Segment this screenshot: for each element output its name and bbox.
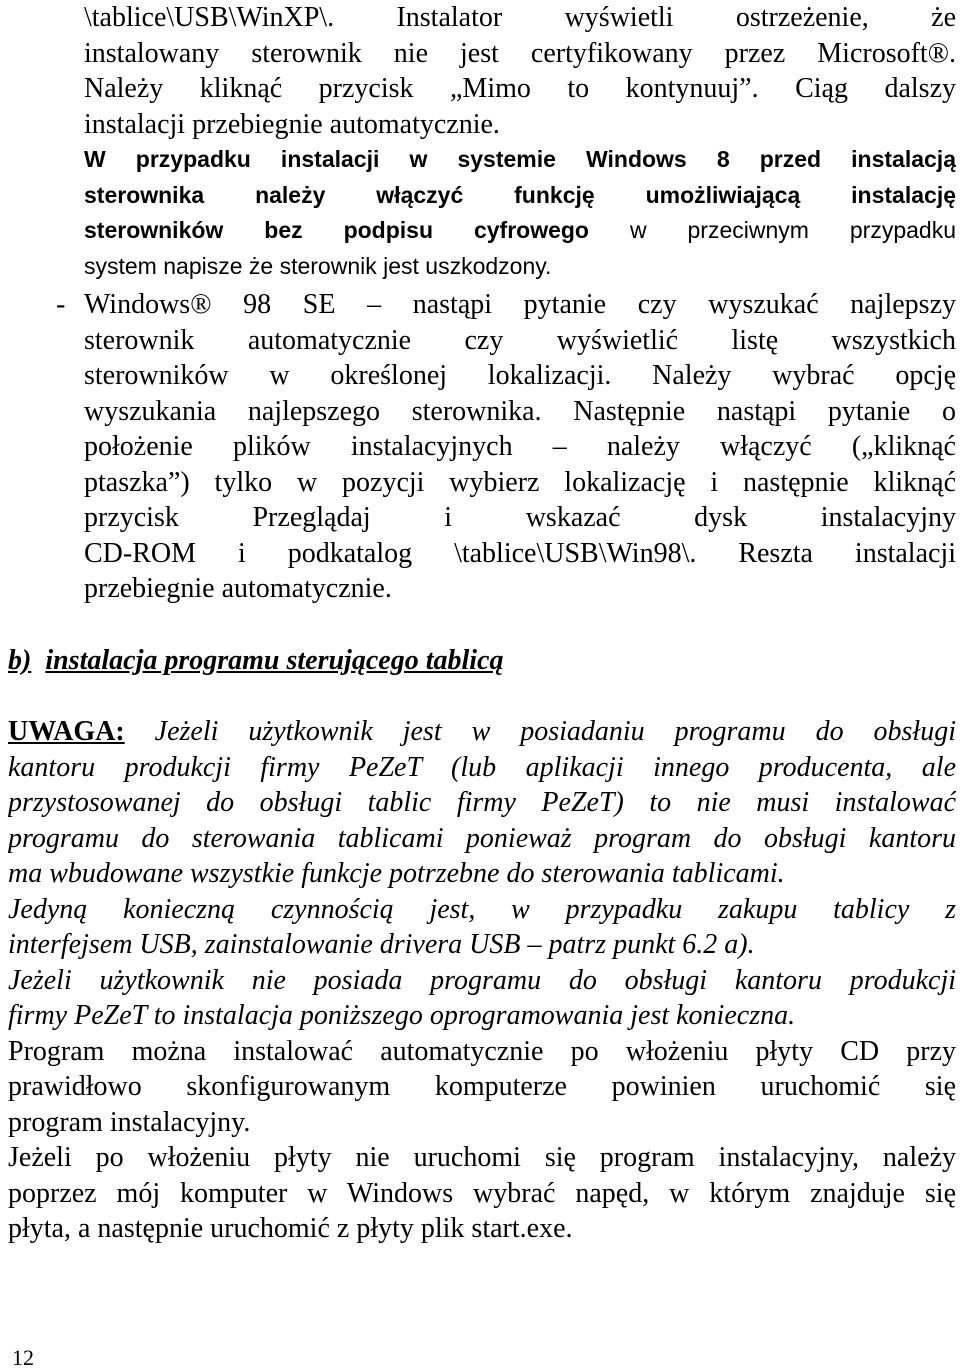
text-line: ma wbudowane wszystkie funkcje potrzebne do sterowania tablicami. [8, 858, 785, 889]
text-line: ptaszka”) tylko w pozycji wybierz lokalizację i następnie kliknąć [84, 466, 956, 498]
text-line: CD-ROM i podkatalog \tablice\USB\Win98\. Reszta instalacji [84, 537, 956, 569]
section-heading [8, 643, 503, 679]
text-line: programu do sterowania tablicami ponieważ program do obsługi kantoru [8, 822, 956, 854]
text-line: W przypadku instalacji w systemie Windows 8 przed instalacją [84, 146, 956, 172]
text-line: interfejsem USB, zainstalowanie drivera USB – patrz punkt 6.2 a). [8, 929, 755, 960]
text-line: wyszukania najlepszego sterownika. Następnie nastąpi pytanie o [84, 395, 956, 427]
text-line: Jeżeli po włożeniu płyty nie uruchomi się program instalacyjny, należy [8, 1142, 956, 1173]
text-line [8, 714, 956, 750]
text-line: przebiegnie automatycznie. [84, 573, 392, 604]
win98-paragraph [84, 287, 956, 607]
text-line: przycisk Przeglądaj i wskazać dysk instalacyjny [84, 502, 956, 533]
text-line: Należy kliknąć przycisk „Mimo to kontynuuj”. Ciąg dalszy [84, 73, 956, 104]
heading-prefix: b) [8, 645, 32, 676]
list-bullet: - [56, 289, 66, 320]
text-line: sterowników w określonej lokalizacji. Należy wybrać opcję [84, 360, 956, 391]
text-line: poprzez mój komputer w Windows wybrać napęd, w którym znajduje się [8, 1177, 956, 1209]
warning-label: UWAGA: [8, 716, 125, 747]
text-line: prawidłowo skonfigurowanym komputerze powinien uruchomić się [8, 1071, 956, 1102]
warning-paragraph [8, 714, 956, 1247]
page-number: 12 [12, 1345, 34, 1370]
text-line: kantoru produkcji firmy PeZeT (lub aplikacji innego producenta, ale [8, 751, 956, 783]
text-line: sterownik automatycznie czy wyświetlić listę wszystkich [84, 324, 956, 356]
text-fragment: Jeżeli użytkownik jest w posiadaniu programu do obsługi [124, 716, 956, 747]
text-line [84, 213, 956, 249]
heading-title: instalacja programu sterującego tablicą [45, 645, 504, 676]
text-line: Jedyną konieczną czynnością jest, w przypadku zakupu tablicy z [8, 893, 956, 925]
text-line: system napisze że sterownik jest uszkodzony. [84, 252, 552, 279]
text-line: instalacji przebiegnie automatycznie. [84, 108, 500, 140]
text-line: położenie plików instalacyjnych – należy włączyć („kliknąć [84, 431, 956, 462]
text-line: instalowany sterownik nie jest certyfikowany przez Microsoft®. [84, 37, 956, 69]
text-fragment: w przeciwnym przypadku [588, 217, 956, 243]
text-line: Jeżeli użytkownik nie posiada programu do obsługi kantoru produkcji [8, 964, 956, 996]
text-line: płyta, a następnie uruchomić z płyty plik start.exe. [8, 1213, 573, 1244]
text-line: Windows® 98 SE – nastąpi pytanie czy wyszukać najlepszy [84, 289, 956, 320]
text-line: sterownika należy włączyć funkcję umożliwiającą instalację [84, 181, 956, 208]
text-line: \tablice\USB\WinXP\. Instalator wyświetli ostrzeżenie, że [84, 2, 956, 33]
bold-phrase: sterowników bez podpisu cyfrowego [84, 217, 589, 243]
text-line: program instalacyjny. [8, 1106, 251, 1138]
intro-paragraph [84, 0, 956, 284]
text-line: firmy PeZeT to instalacja poniższego oprogramowania jest konieczna. [8, 1000, 796, 1031]
text-line: przystosowanej do obsługi tablic firmy PeZeT) to nie musi instalować [8, 787, 956, 818]
text-line: Program można instalować automatycznie po włożeniu płyty CD przy [8, 1035, 956, 1067]
